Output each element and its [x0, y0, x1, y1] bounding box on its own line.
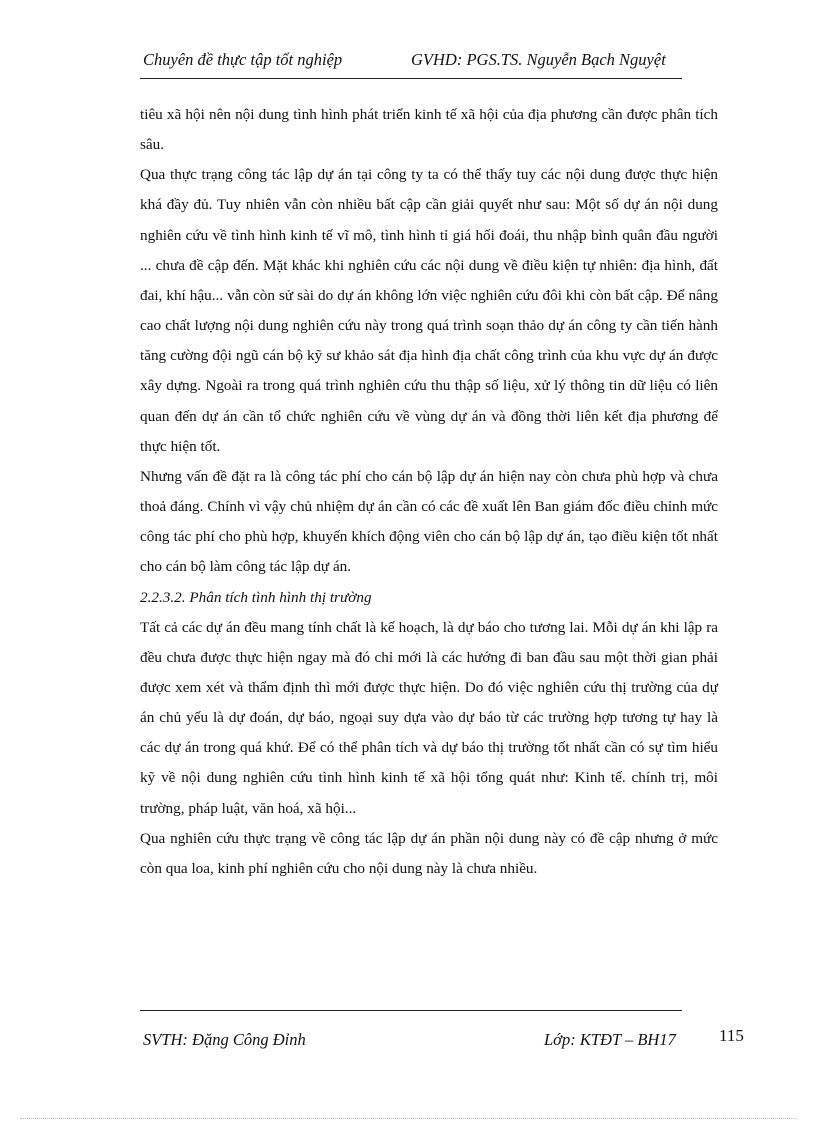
advisor-name: GVHD: PGS.TS. Nguyễn Bạch Nguyệt — [411, 50, 666, 69]
page-number: 115 — [719, 1026, 744, 1045]
paragraph-3: Nhưng vấn đề đặt ra là công tác phí cho cán bộ lập dự án hiện nay còn chưa phù hợp và chưa thoả đáng. Chính vì vậy chủ nhiệm dự án cần có các đề xuất lên Ban giám đốc điều chỉnh mức công tác phí cho phù hợp, khuyến khích động viên cho cán bộ lập dự án, tạo điều kiện tốt nhất cho cán bộ làm công tác lập dự án. — [140, 467, 718, 576]
paragraph-5: Qua nghiên cứu thực trạng về công tác lập dự án phần nội dung này có đề cập nhưng ở mức còn qua loa, kinh phí nghiên cứu cho nội dung này là chưa nhiều. — [140, 829, 718, 877]
paragraph-2: Qua thực trạng công tác lập dự án tại công ty ta có thể thấy tuy các nội dung được thực hiện khá đầy đủ. Tuy nhiên vẫn còn nhiều bất cập cần giải quyết như sau: Một số dự án nội dung nghiên cứu về tình hình kinh tế vĩ mô, tình hình tỉ giá hối đoái, thu nhập bình quân đầu người ... chưa đề cập đến. Mặt khác khi nghiên cứu các nội dung về điều kiện tự nhiên: địa hình, đất đai, khí hậu... vẫn còn sử sài do dự án không lớn việc nghiên cứu đôi khi còn bất cập. Để nâng cao chất lượng nội dung nghiên cứu này trong quá trình soạn thảo dự án công ty cần tiến hành tăng cường đội ngũ cán bộ kỹ sư khảo sát địa hình địa chất công trình của khu vực dự án được xây dựng. Ngoài ra trong quá trình nghiên cứu thu thập số liệu, xử lý thông tin dữ liệu có liên quan đến dự án cần tổ chức nghiên cứu về vùng dự án và đồng thời liên kết địa phương để thực hiện tốt. — [140, 166, 718, 455]
page-body — [140, 100, 718, 884]
report-title: Chuyên đề thực tập tốt nghiệp — [143, 50, 343, 69]
student-name: SVTH: Đặng Công Đỉnh — [143, 1030, 306, 1049]
section-heading: 2.2.3.2. Phân tích tình hình thị trường — [140, 588, 372, 606]
footer-divider — [140, 1010, 682, 1011]
page-footer — [143, 1026, 748, 1054]
page-header — [143, 50, 683, 80]
header-divider — [140, 78, 682, 79]
paragraph-1: tiêu xã hội nên nội dung tình hình phát triển kinh tế xã hội của địa phương cần được phân tích sâu. — [140, 106, 718, 154]
paragraph-4: Tất cả các dự án đều mang tính chất là kế hoạch, là dự báo cho tương lai. Mỗi dự án khi lập ra đều chưa được thực hiện ngay mà đó chỉ mới là các hướng đi ban đầu sau một thời gian phải được xem xét và thẩm định thì mới được thực hiện. Do đó việc nghiên cứu thị trường của dự án chủ yếu là dự đoán, dự báo, ngoại suy dựa vào dự báo từ các trường hợp tương tự hay là các dự án trong quá khứ. Để có thể phân tích và dự báo thị trường tốt nhất cần có sự tìm hiểu kỹ về nội dung nghiên cứu tình hình kinh tế xã hội tổng quát như: Kinh tế. chính trị, môi trường, pháp luật, văn hoá, xã hội... — [140, 618, 718, 817]
class-label: Lớp: KTĐT – BH17 — [544, 1030, 676, 1049]
page-edge-divider — [20, 1118, 796, 1119]
